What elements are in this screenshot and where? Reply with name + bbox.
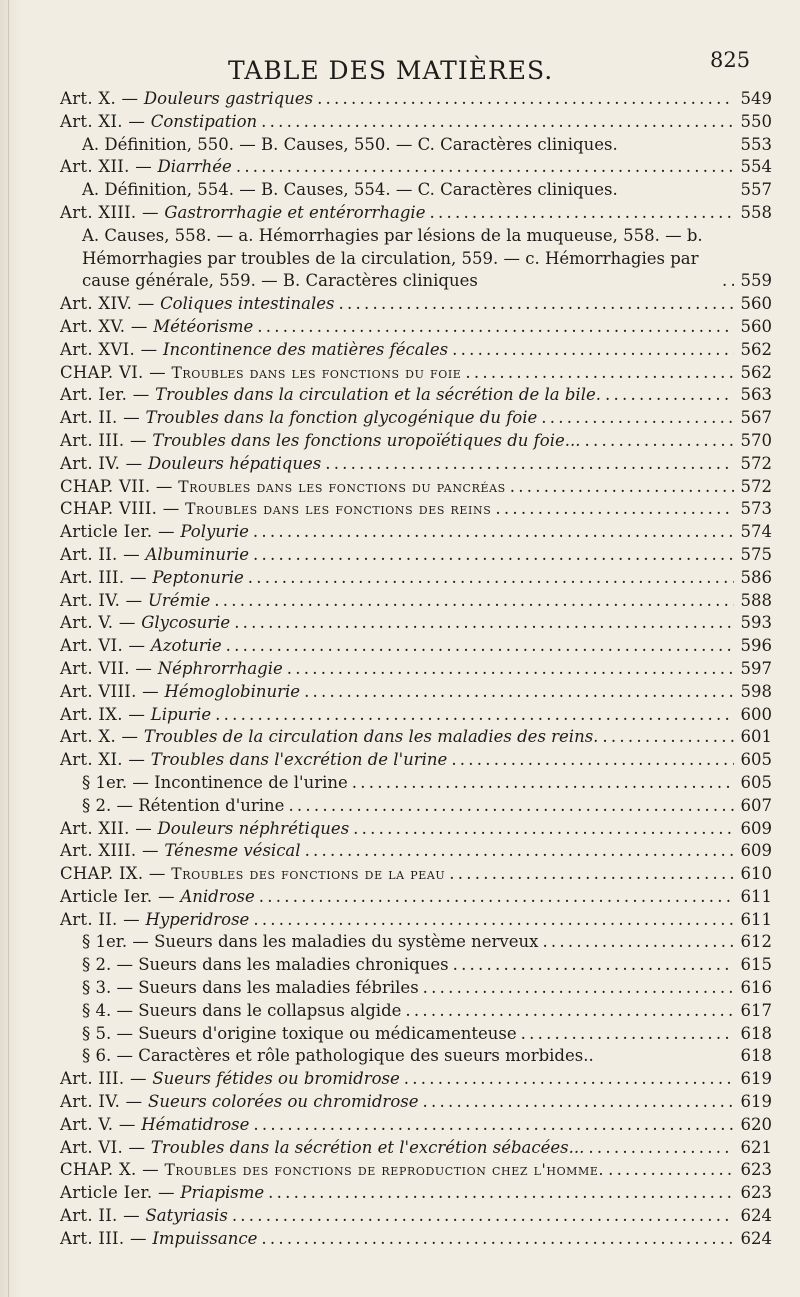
toc-entry: [60, 1000, 772, 1023]
toc-article-heading: [60, 544, 249, 567]
toc-article-heading: [60, 156, 232, 179]
toc-article-heading: [60, 453, 321, 476]
toc-page-number: 612: [740, 932, 772, 952]
toc-article-label: Art. XI. —: [60, 111, 151, 131]
toc-article-label: Art. V. —: [60, 1114, 142, 1134]
toc-article-title: Troubles de la circulation dans les maladies des reins.: [143, 727, 599, 747]
toc-article-heading: [60, 1182, 264, 1205]
toc-article-label: Art. VII. —: [60, 658, 158, 678]
toc-article-label: Art. XV. —: [60, 316, 154, 336]
toc-entry: [60, 1159, 772, 1182]
toc-article-title: Coliques intestinales: [160, 294, 335, 314]
toc-article-label: Art. XVI. —: [60, 339, 163, 359]
toc-entry: [60, 590, 772, 613]
toc-article-title: Hématidrose: [141, 1114, 250, 1134]
leader-dots: [510, 476, 734, 499]
toc-article-title: Incontinence des matières fécales: [162, 339, 449, 359]
toc-entry: [60, 749, 772, 772]
leader-dots: [405, 1000, 734, 1023]
leader-dots: [339, 293, 735, 316]
leader-dots: [429, 202, 734, 225]
toc-sub-text: A. Définition, 554. — B. Causes, 554. — C. Caractères cliniques.: [82, 180, 618, 200]
toc-entry: [60, 977, 772, 1000]
toc-article-heading: [60, 840, 301, 863]
toc-article-label: Article Ier. —: [60, 1183, 181, 1203]
toc-chapter-label: CHAP. IX. —: [60, 864, 172, 884]
leader-dots: [453, 954, 734, 977]
toc-entry: [60, 384, 772, 407]
toc-article-label: Art. III. —: [60, 430, 153, 450]
toc-page-number: 609: [740, 841, 772, 861]
leader-dots: [353, 818, 734, 841]
toc-article-label: Art. VI. —: [60, 1137, 151, 1157]
toc-article-heading: [60, 384, 601, 407]
toc-entry: [60, 339, 772, 362]
toc-sub-text: A. Causes, 558. — a. Hémorrhagies par lésions de la muqueuse, 558. — b. Hémorrhagies par troubles de la circulation, 559. — c. Hémorrhagies par cause générale, 559. — B. Caractères cliniques: [82, 225, 703, 291]
toc-chapter-label: CHAP. X. —: [60, 1160, 165, 1180]
toc-article-heading: [60, 681, 300, 704]
toc-entry: [60, 658, 772, 681]
toc-entry: [60, 1114, 772, 1137]
toc-article-label: Art. IX. —: [60, 704, 151, 724]
toc-page-number: 560: [740, 316, 772, 336]
toc-section-text: § 1er. — Incontinence de l'urine: [82, 772, 348, 792]
toc-page-number: 550: [740, 111, 772, 131]
page-number: 825: [710, 48, 751, 72]
toc-entry: [60, 521, 772, 544]
toc-page-number: 621: [740, 1137, 772, 1157]
toc-entry: [60, 1023, 772, 1046]
leader-dots: [253, 521, 734, 544]
toc-article-heading: [60, 1114, 249, 1137]
leader-dots: [232, 1205, 734, 1228]
toc-article-heading: [60, 635, 222, 658]
page-title: TABLE DES MATIÈRES.: [228, 56, 554, 85]
toc-entry: [60, 567, 772, 590]
toc-page-number: 559: [740, 271, 772, 291]
toc-entry: [60, 612, 772, 635]
leader-dots: [404, 1068, 734, 1091]
toc-entry: [60, 134, 772, 157]
leader-dots: [541, 407, 734, 430]
toc-entry: [60, 430, 772, 453]
toc-article-title: Constipation: [150, 111, 258, 131]
toc-page-number: 605: [740, 750, 772, 770]
toc-entry: [60, 772, 772, 795]
toc-chapter-title: Troubles dans les fonctions du pancréas: [178, 477, 506, 496]
toc-section-text: § 4. — Sueurs dans le collapsus algide: [82, 1000, 402, 1020]
leader-dots: [722, 270, 734, 293]
page-header: [0, 38, 800, 85]
toc-entry: [60, 407, 772, 430]
toc-article-label: Art. XIII. —: [60, 202, 165, 222]
toc-chapter-title: Troubles dans les fonctions des reins: [185, 500, 492, 519]
toc-article-label: Art. XII. —: [60, 818, 158, 838]
toc-chapter-heading: [60, 362, 461, 385]
toc-article-title: Satyriasis: [145, 1206, 228, 1226]
toc-article-heading: [60, 909, 249, 932]
toc-article-title: Glycosurie: [141, 613, 231, 633]
toc-article-heading: [60, 1137, 584, 1160]
toc-article-label: Art. XI. —: [60, 750, 151, 770]
leader-dots: [236, 156, 734, 179]
toc-article-title: Urémie: [148, 590, 211, 610]
toc-article-label: Art. III. —: [60, 1228, 153, 1248]
toc-article-label: Art. V. —: [60, 613, 142, 633]
leader-dots: [288, 795, 734, 818]
toc-entry: [60, 818, 772, 841]
leader-dots: [325, 453, 734, 476]
toc-entry: [60, 1091, 772, 1114]
toc-article-heading: [60, 1228, 257, 1251]
toc-page-number: 572: [740, 476, 772, 496]
toc-article-heading: [60, 590, 210, 613]
toc-entry: [60, 840, 772, 863]
toc-article-heading: [60, 704, 211, 727]
toc-chapter-label: CHAP. VII. —: [60, 476, 179, 496]
toc-page-number: 611: [740, 886, 772, 906]
leader-dots: [452, 339, 734, 362]
toc-page-number: 610: [740, 864, 772, 884]
toc-entry: [60, 544, 772, 567]
toc-section-text: § 3. — Sueurs dans les maladies fébriles: [82, 978, 419, 998]
toc-article-title: Douleurs hépatiques: [148, 453, 322, 473]
toc-entry: [60, 316, 772, 339]
toc-article-heading: [60, 886, 255, 909]
toc-page-number: 609: [740, 818, 772, 838]
toc-article-heading: [60, 1091, 419, 1114]
toc-entry: [60, 293, 772, 316]
toc-article-label: Art. X. —: [60, 727, 144, 747]
leader-dots: [602, 726, 734, 749]
toc-entry: [60, 225, 772, 293]
toc-article-heading: [60, 749, 447, 772]
leader-dots: [304, 681, 734, 704]
leader-dots: [451, 749, 734, 772]
toc-article-title: Albuminurie: [145, 544, 249, 564]
toc-article-heading: [60, 658, 283, 681]
toc-entry: [60, 202, 772, 225]
toc-article-heading: [60, 726, 598, 749]
toc-article-title: Azoturie: [150, 636, 222, 656]
toc-article-heading: [60, 1205, 228, 1228]
toc-page-number: 619: [740, 1092, 772, 1112]
toc-article-heading: [60, 111, 257, 134]
toc-article-heading: [60, 202, 425, 225]
leader-dots: [214, 590, 734, 613]
toc-section-text: § 1er. — Sueurs dans les maladies du système nerveux: [82, 932, 539, 952]
toc-article-label: Art. XIII. —: [60, 841, 165, 861]
leader-dots: [317, 88, 734, 111]
leader-dots: [521, 1023, 734, 1046]
toc-chapter-title: Troubles dans les fonctions du foie: [171, 363, 462, 382]
leader-dots: [268, 1182, 734, 1205]
toc-page-number: 598: [740, 681, 772, 701]
toc-page-number: 588: [740, 590, 772, 610]
toc-article-title: Néphrorrhagie: [157, 658, 283, 678]
toc-entry: [60, 1205, 772, 1228]
leader-dots: [234, 612, 734, 635]
toc-page-number: 574: [740, 522, 772, 542]
toc-article-label: Art. IV. —: [60, 590, 149, 610]
toc-entry: [60, 886, 772, 909]
toc-entry: [60, 476, 772, 499]
toc-article-title: Hémoglobinurie: [164, 681, 301, 701]
toc-article-heading: [60, 339, 448, 362]
toc-page-number: 624: [740, 1228, 772, 1248]
toc-chapter-title: Troubles des fonctions de reproduction chez l'homme.: [164, 1161, 605, 1180]
toc-article-title: Troubles dans la fonction glycogénique du foie: [145, 408, 538, 428]
toc-entry: [60, 453, 772, 476]
toc-page-number: 554: [740, 157, 772, 177]
toc-entry: [60, 498, 772, 521]
toc-page-number: 616: [740, 978, 772, 998]
toc-article-title: Troubles dans les fonctions uropoïétiques du foie...: [152, 430, 581, 450]
leader-dots: [259, 886, 734, 909]
toc-entry: [60, 954, 772, 977]
toc-entry: [60, 362, 772, 385]
leader-dots: [605, 384, 734, 407]
leader-dots: [248, 567, 734, 590]
toc-page-number: 575: [740, 544, 772, 564]
toc-article-heading: [60, 612, 230, 635]
toc-entry: [60, 179, 772, 202]
toc-article-heading: [60, 293, 335, 316]
toc-entry: [60, 1045, 772, 1068]
toc-page-number: 624: [740, 1206, 772, 1226]
toc-article-title: Peptonurie: [152, 567, 244, 587]
toc-page-number: 553: [740, 134, 772, 154]
toc-article-title: Douleurs gastriques: [143, 89, 314, 108]
leader-dots: [465, 362, 734, 385]
toc-article-label: Art. IV. —: [60, 1092, 149, 1112]
toc-entry: [60, 795, 772, 818]
toc-chapter-heading: [60, 498, 491, 521]
toc-page-number: 573: [740, 499, 772, 519]
toc-entry: [60, 635, 772, 658]
toc-entry: [60, 1182, 772, 1205]
toc-page-number: 618: [740, 1023, 772, 1043]
toc-article-label: Art. II. —: [60, 909, 146, 929]
toc-article-label: Art. X. —: [60, 89, 144, 108]
toc-page-number: 619: [740, 1069, 772, 1089]
toc-sub-text: A. Définition, 550. — B. Causes, 550. — C. Caractères cliniques.: [82, 134, 618, 154]
toc-entry: [60, 156, 772, 179]
toc-entry: [60, 704, 772, 727]
toc-article-title: Polyurie: [180, 522, 249, 542]
toc-section-text: § 6. — Caractères et rôle pathologique des sueurs morbides..: [82, 1046, 594, 1066]
toc-page-number: 597: [740, 658, 772, 678]
toc-page-number: 562: [740, 362, 772, 382]
toc-article-label: Art. Ier. —: [60, 385, 156, 405]
leader-dots: [287, 658, 734, 681]
toc-page-number: 562: [740, 339, 772, 359]
toc-article-label: Art. IV. —: [60, 453, 149, 473]
toc-article-label: Art. XIV. —: [60, 294, 161, 314]
toc-chapter-label: CHAP. VI. —: [60, 362, 172, 382]
toc-page-number: 605: [740, 772, 772, 792]
toc-page-number: 623: [740, 1183, 772, 1203]
toc-article-title: Lipurie: [150, 704, 212, 724]
leader-dots: [423, 977, 734, 1000]
toc-chapter-heading: [60, 476, 506, 499]
leader-dots: [261, 1228, 734, 1251]
toc-article-title: Troubles dans la sécrétion et l'excrétion sébacées...: [150, 1137, 585, 1157]
leader-dots: [261, 111, 734, 134]
toc-article-title: Hyperidrose: [145, 909, 250, 929]
leader-dots: [495, 498, 734, 521]
toc-article-title: Anidrose: [180, 886, 255, 906]
toc-article-title: Troubles dans l'excrétion de l'urine: [150, 750, 448, 770]
leader-dots: [423, 1091, 735, 1114]
leader-dots: [305, 840, 734, 863]
toc-entry: [60, 909, 772, 932]
toc-page-number: 615: [740, 955, 772, 975]
leader-dots: [253, 1114, 734, 1137]
toc-article-heading: [60, 407, 537, 430]
toc-article-title: Sueurs colorées ou chromidrose: [148, 1092, 419, 1112]
toc-article-title: Priapisme: [180, 1183, 265, 1203]
toc-article-title: Douleurs néphrétiques: [157, 818, 350, 838]
toc-article-heading: [60, 567, 244, 590]
toc-page-number: 618: [740, 1046, 772, 1066]
toc-article-title: Sueurs fétides ou bromidrose: [152, 1069, 400, 1089]
toc-article-title: Ténesme vésical: [164, 841, 301, 861]
toc-page-number: 560: [740, 294, 772, 314]
toc-article-heading: [60, 1068, 400, 1091]
toc-chapter-heading: [60, 863, 445, 886]
toc-page-number: 558: [740, 202, 772, 222]
toc-article-title: Gastrorrhagie et entérorrhagie: [164, 202, 426, 222]
leader-dots: [588, 1137, 734, 1160]
toc-chapter-label: CHAP. VIII. —: [60, 499, 186, 519]
toc-entry: [60, 111, 772, 134]
toc-entry: [60, 931, 772, 954]
toc-article-heading: [60, 818, 349, 841]
toc-entry: [60, 681, 772, 704]
toc-section-text: § 2. — Rétention d'urine: [82, 795, 285, 815]
toc-article-title: Diarrhée: [157, 157, 232, 177]
toc-article-label: Art. XII. —: [60, 157, 158, 177]
toc-entry: [60, 863, 772, 886]
toc-page-number: 549: [740, 89, 772, 108]
toc-page-number: 601: [740, 727, 772, 747]
toc-article-label: Art. VI. —: [60, 636, 151, 656]
leader-dots: [226, 635, 734, 658]
toc-page-number: 586: [740, 567, 772, 587]
toc-page-number: 570: [740, 430, 772, 450]
toc-article-label: Art. II. —: [60, 1206, 146, 1226]
leader-dots: [253, 544, 734, 567]
toc-section-text: § 5. — Sueurs d'origine toxique ou médicamenteuse: [82, 1023, 517, 1043]
toc-page-number: 557: [740, 180, 772, 200]
toc-page-number: 596: [740, 636, 772, 656]
toc-page-number: 623: [740, 1160, 772, 1180]
toc-page-number: 572: [740, 453, 772, 473]
toc-article-label: Art. II. —: [60, 408, 146, 428]
toc-article-label: Art. VIII. —: [60, 681, 165, 701]
toc-article-heading: [60, 430, 580, 453]
toc-page-number: 593: [740, 613, 772, 633]
toc-article-title: Météorisme: [153, 316, 254, 336]
toc-article-label: Art. II. —: [60, 544, 146, 564]
leader-dots: [257, 316, 734, 339]
leader-dots: [584, 430, 734, 453]
toc-article-label: Article Ier. —: [60, 886, 181, 906]
toc-page-number: 611: [740, 909, 772, 929]
toc-entry: [60, 88, 772, 111]
toc-article-heading: [60, 88, 313, 111]
page-binding-edge: [0, 0, 22, 1297]
toc-entry: [60, 1068, 772, 1091]
toc-article-title: Impuissance: [152, 1228, 258, 1248]
toc-chapter-heading: [60, 1159, 604, 1182]
toc-page-number: 600: [740, 704, 772, 724]
toc-page-number: 607: [740, 795, 772, 815]
toc-article-heading: [60, 521, 249, 544]
toc-article-heading: [60, 316, 253, 339]
toc-entry: [60, 1137, 772, 1160]
table-of-contents: [60, 88, 772, 1251]
toc-page-number: 567: [740, 408, 772, 428]
leader-dots: [352, 772, 734, 795]
toc-page-number: 563: [740, 385, 772, 405]
leader-dots: [542, 931, 734, 954]
toc-chapter-title: Troubles des fonctions de la peau: [171, 865, 446, 884]
leader-dots: [215, 704, 734, 727]
leader-dots: [608, 1159, 734, 1182]
toc-page-number: 617: [740, 1000, 772, 1020]
toc-section-text: § 2. — Sueurs dans les maladies chroniques: [82, 955, 449, 975]
toc-article-label: Article Ier. —: [60, 522, 181, 542]
toc-article-label: Art. III. —: [60, 567, 153, 587]
leader-dots: [253, 909, 734, 932]
leader-dots: [449, 863, 734, 886]
toc-entry: [60, 1228, 772, 1251]
toc-page-number: 620: [740, 1114, 772, 1134]
toc-article-label: Art. III. —: [60, 1069, 153, 1089]
toc-article-title: Troubles dans la circulation et la sécrétion de la bile.: [155, 385, 601, 405]
toc-entry: [60, 726, 772, 749]
